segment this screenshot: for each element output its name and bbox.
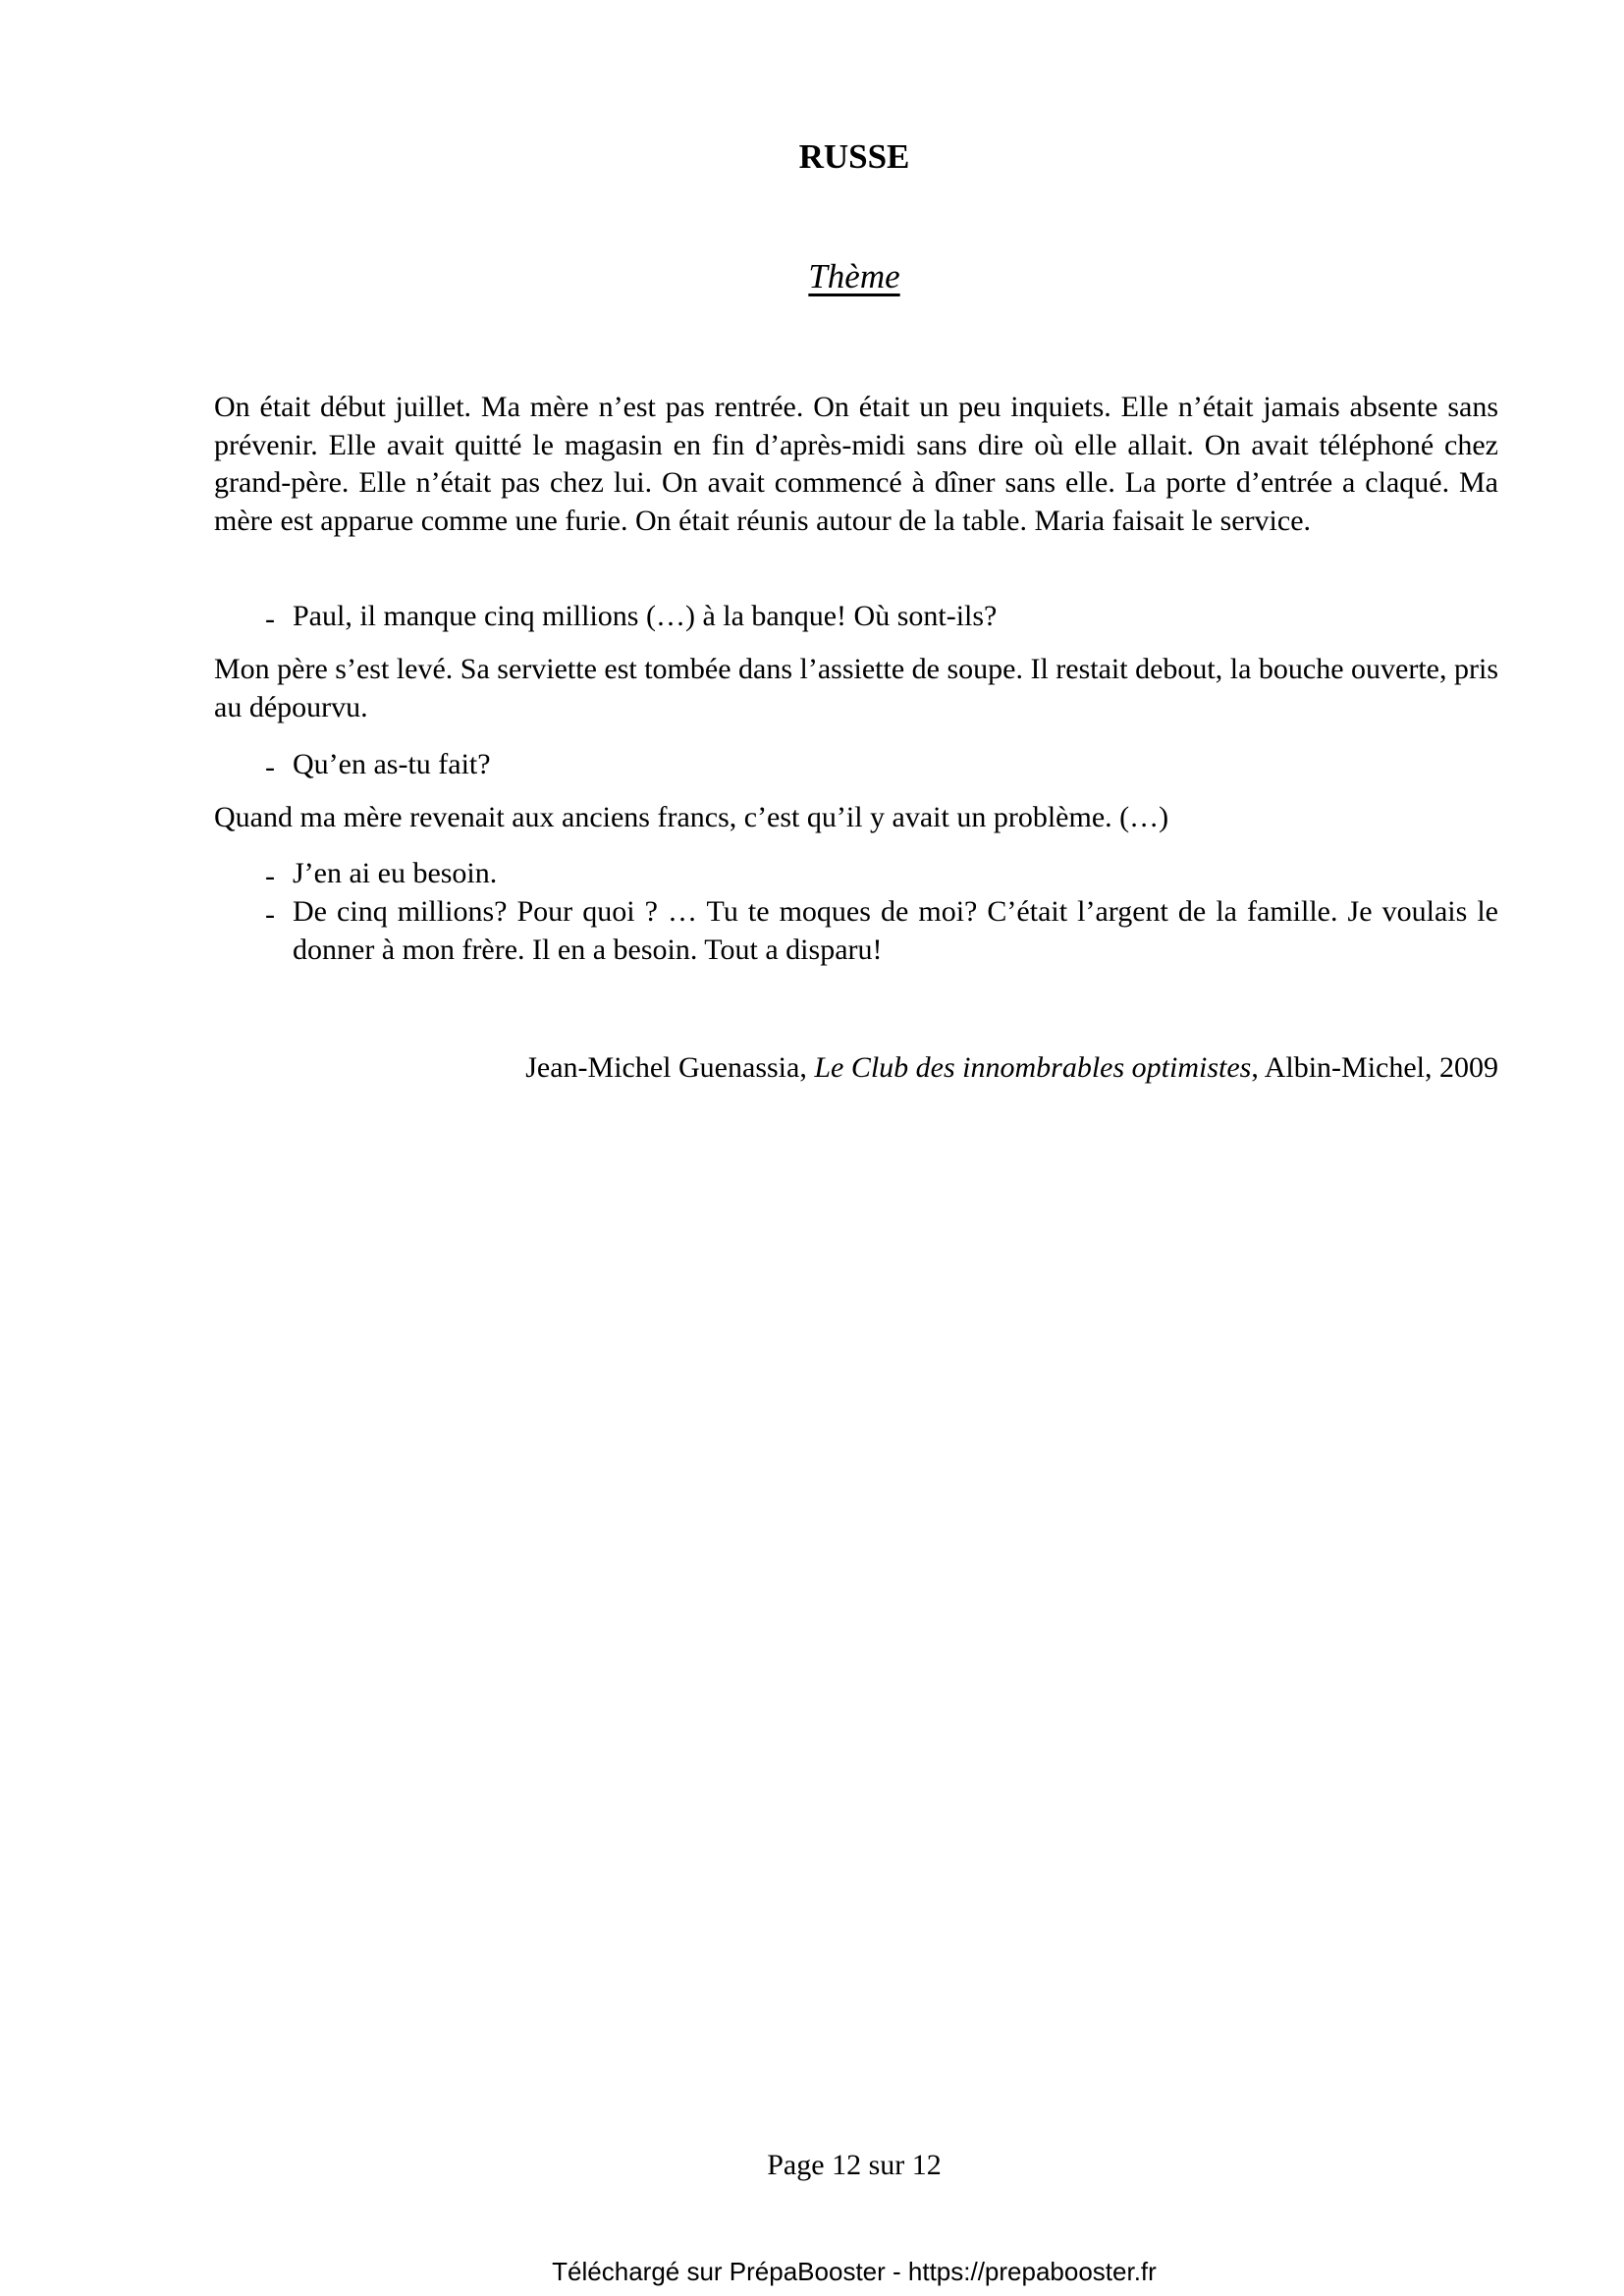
section-subtitle: Thème bbox=[808, 257, 900, 295]
dialogue-dash: - bbox=[265, 751, 275, 783]
dialogue-dash: - bbox=[265, 603, 275, 635]
dialogue-text-1: Paul, il manque cinq millions (…) à la banque! Où sont-ils? bbox=[293, 600, 998, 632]
dialogue-line-3 bbox=[214, 855, 1498, 893]
paragraph-3: Quand ma mère revenait aux anciens francs, c’est qu’il y avait un problème. (…) bbox=[214, 801, 1169, 833]
dialogue-dash: - bbox=[265, 898, 275, 931]
citation-author: Jean-Michel Guenassia, bbox=[525, 1051, 815, 1084]
dialogue-text-2: Qu’en as-tu fait? bbox=[293, 748, 491, 780]
dialogue-line-4 bbox=[214, 893, 1498, 969]
paragraph-1: On était début juillet. Ma mère n’est pas rentrée. On était un peu inquiets. Elle n’était jamais absente sans prévenir. Elle avait quitté le magasin en fin d’après-midi sans dire où elle allait. On avait téléphoné chez grand-père. Elle n’était pas chez lui. On avait commencé à dîner sans elle. La porte d’entrée a claqué. Ma mère est apparue comme une furie. On était réunis autour de la table. Maria faisait le service. bbox=[214, 391, 1498, 537]
dialogue-text-4: De cinq millions? Pour quoi ? … Tu te moques de moi? C’était l’argent de la famille. Je voulais le donner à mon frère. Il en a besoin. Tout a disparu! bbox=[293, 895, 1498, 966]
source-citation bbox=[214, 1049, 1498, 1087]
citation-work-title: Le Club des innombrables optimistes bbox=[814, 1051, 1252, 1084]
document-title: RUSSE bbox=[798, 137, 910, 176]
dialogue-dash: - bbox=[265, 860, 275, 892]
dialogue-line-2 bbox=[214, 746, 1498, 784]
download-footer: Téléchargé sur PrépaBooster - https://prepabooster.fr bbox=[552, 2257, 1157, 2286]
citation-publisher: , Albin-Michel, 2009 bbox=[1251, 1051, 1498, 1084]
dialogue-text-3: J’en ai eu besoin. bbox=[293, 857, 498, 889]
page-number: Page 12 sur 12 bbox=[767, 2149, 942, 2181]
dialogue-line-1 bbox=[214, 598, 1498, 636]
paragraph-2: Mon père s’est levé. Sa serviette est tombée dans l’assiette de soupe. Il restait debout, la bouche ouverte, pris au dépourvu. bbox=[214, 653, 1498, 723]
